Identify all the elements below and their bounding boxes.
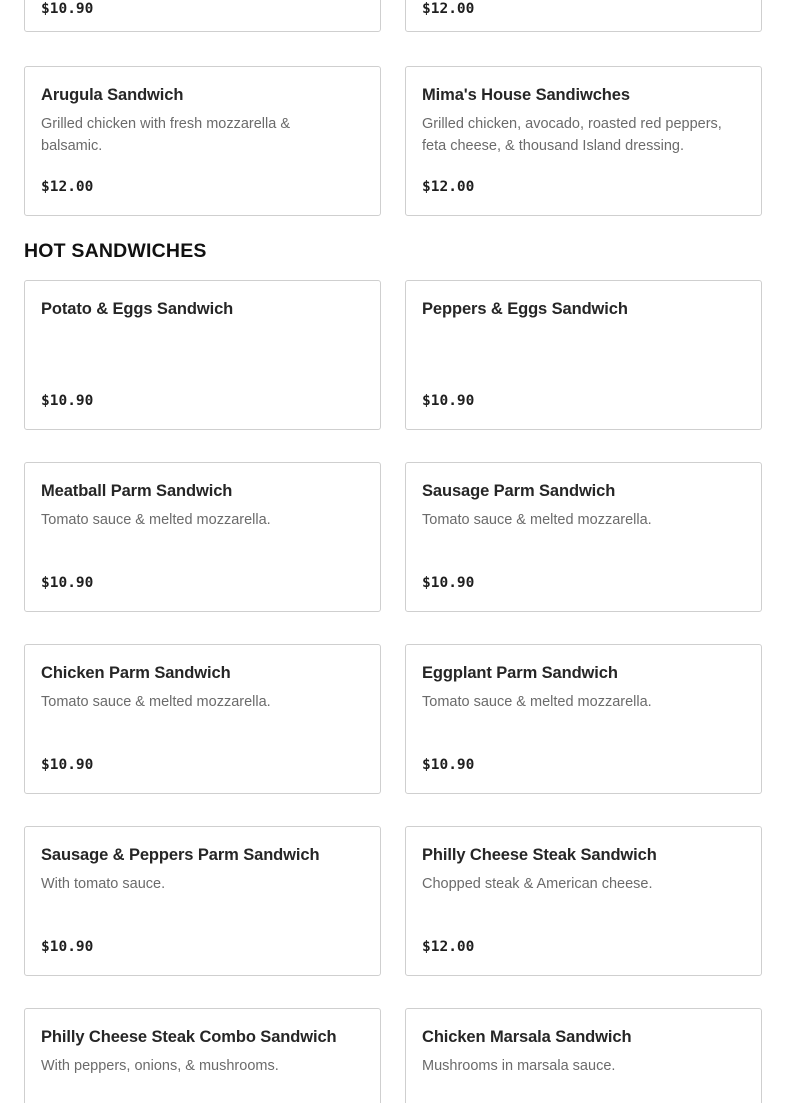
item-description: With peppers, onions, & mushrooms. bbox=[41, 1058, 279, 1074]
menu-item-card[interactable] bbox=[405, 0, 762, 32]
menu-item-card-potato-eggs[interactable] bbox=[24, 280, 381, 430]
item-price: $10.90 bbox=[41, 757, 94, 773]
item-description: Chopped steak & American cheese. bbox=[422, 876, 653, 892]
menu-item-card[interactable] bbox=[24, 0, 381, 32]
item-price: $10.90 bbox=[41, 939, 94, 955]
item-name: Chicken Parm Sandwich bbox=[41, 664, 231, 682]
menu-item-card-peppers-eggs[interactable] bbox=[405, 280, 762, 430]
item-description: Tomato sauce & melted mozzarella. bbox=[422, 694, 652, 710]
item-description: Tomato sauce & melted mozzarella. bbox=[41, 694, 271, 710]
item-name: Eggplant Parm Sandwich bbox=[422, 664, 618, 682]
item-description: Mushrooms in marsala sauce. bbox=[422, 1058, 616, 1074]
item-description: Grilled chicken with fresh mozzarella & balsamic. bbox=[41, 116, 291, 154]
item-description: Grilled chicken, avocado, roasted red peppers, feta cheese, & thousand Island dressing. bbox=[422, 116, 722, 154]
menu-item-card-meatball-parm[interactable] bbox=[24, 462, 381, 612]
item-name: Sausage Parm Sandwich bbox=[422, 482, 616, 500]
item-price: $12.00 bbox=[41, 179, 94, 195]
item-price: $10.90 bbox=[41, 1, 94, 17]
menu-item-card-philly-cheese-steak[interactable] bbox=[405, 826, 762, 976]
item-price: $10.90 bbox=[422, 393, 475, 409]
menu-item-card-arugula[interactable] bbox=[24, 66, 381, 216]
item-price: $10.90 bbox=[41, 575, 94, 591]
item-name: Mima's House Sandiwches bbox=[422, 86, 630, 104]
item-price: $12.00 bbox=[422, 179, 475, 195]
item-name: Philly Cheese Steak Combo Sandwich bbox=[41, 1028, 337, 1046]
item-price: $10.90 bbox=[422, 757, 475, 773]
menu-item-card-eggplant-parm[interactable] bbox=[405, 644, 762, 794]
menu-item-card-sausage-peppers-parm[interactable] bbox=[24, 826, 381, 976]
item-description: Tomato sauce & melted mozzarella. bbox=[41, 512, 271, 528]
item-price: $12.00 bbox=[422, 1, 475, 17]
menu-item-card-sausage-parm[interactable] bbox=[405, 462, 762, 612]
section-heading-hot-sandwiches: HOT SANDWICHES bbox=[24, 240, 207, 262]
item-name: Chicken Marsala Sandwich bbox=[422, 1028, 632, 1046]
item-description: Tomato sauce & melted mozzarella. bbox=[422, 512, 652, 528]
item-name: Potato & Eggs Sandwich bbox=[41, 300, 234, 318]
item-name: Meatball Parm Sandwich bbox=[41, 482, 233, 500]
item-description: With tomato sauce. bbox=[41, 876, 166, 892]
item-price: $10.90 bbox=[422, 575, 475, 591]
item-price: $10.90 bbox=[41, 393, 94, 409]
item-price: $12.00 bbox=[422, 939, 475, 955]
menu-item-card-philly-combo[interactable] bbox=[24, 1008, 381, 1103]
menu-item-card-mimas-house[interactable] bbox=[405, 66, 762, 216]
item-name: Philly Cheese Steak Sandwich bbox=[422, 846, 657, 864]
menu-item-card-chicken-parm[interactable] bbox=[24, 644, 381, 794]
item-name: Peppers & Eggs Sandwich bbox=[422, 300, 628, 318]
item-name: Sausage & Peppers Parm Sandwich bbox=[41, 846, 320, 864]
item-name: Arugula Sandwich bbox=[41, 86, 184, 104]
menu-item-card-chicken-marsala[interactable] bbox=[405, 1008, 762, 1103]
